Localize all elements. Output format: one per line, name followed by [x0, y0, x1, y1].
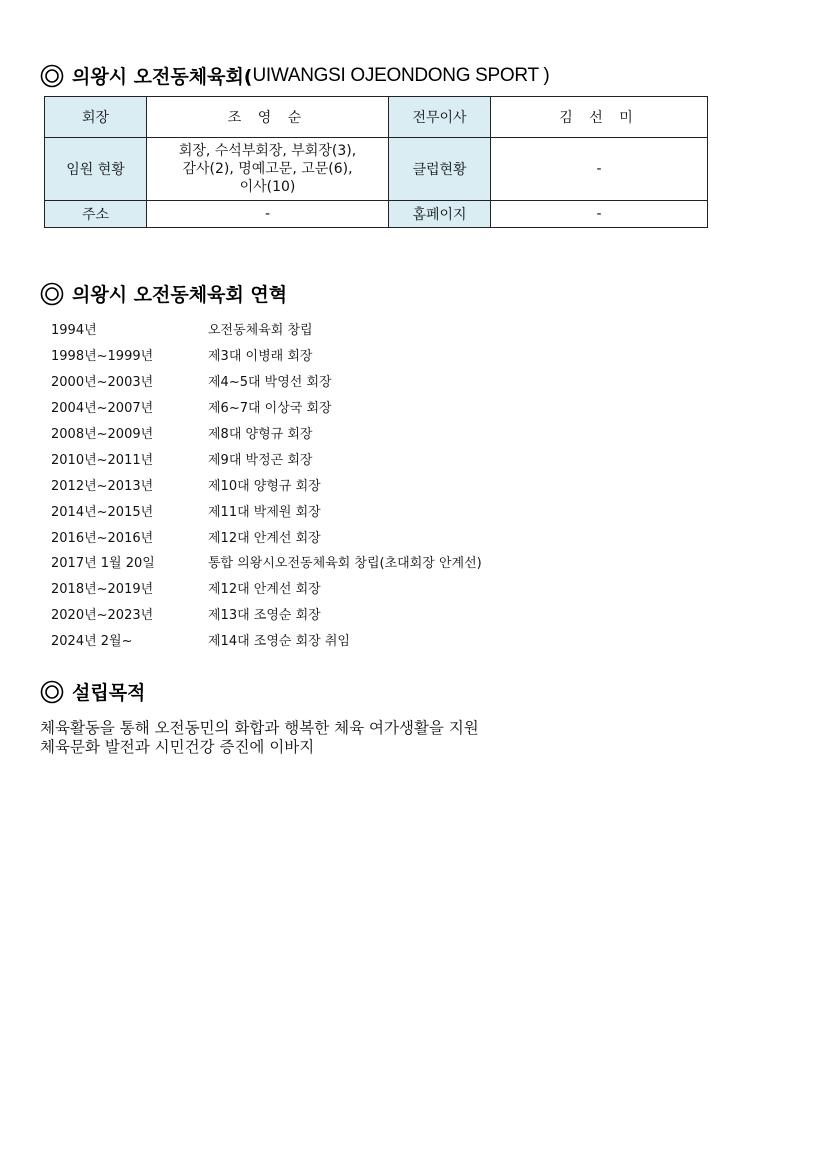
info-table [44, 96, 708, 228]
history-year: 2008년~2009년 [51, 427, 154, 442]
section-title-purpose [40, 678, 145, 705]
history-year: 2024년 2월~ [51, 634, 133, 650]
history-event: 제12대 안계선 회장 [208, 530, 321, 546]
history-year: 2010년~2011년 [51, 452, 154, 468]
history-year: 2017년 1월 20일 [51, 556, 155, 572]
officers-line: 이사(10) [239, 179, 296, 195]
list-item [51, 445, 482, 471]
list-item [51, 420, 482, 446]
history-event: 오전동체육회 창립 [208, 323, 313, 339]
double-circle-icon [40, 64, 64, 88]
history-event: 제11대 박제원 회장 [208, 504, 321, 520]
history-event: 제4~5대 박영선 회장 [208, 375, 332, 391]
value-address: - [147, 201, 389, 228]
history-year: 2000년~2003년 [51, 375, 154, 391]
double-circle-icon [40, 282, 64, 306]
value-clubs: - [491, 138, 708, 201]
officers-line: 회장, 수석부회장, 부회장(3), [178, 143, 357, 159]
list-item [51, 523, 482, 549]
section-title-history [40, 280, 287, 307]
value-officers [147, 138, 389, 201]
history-year: 2014년~2015년 [51, 504, 154, 520]
history-year: 2016년~2016년 [51, 530, 154, 546]
table-row [45, 138, 708, 201]
history-year: 1998년~1999년 [51, 349, 154, 365]
history-event: 제8대 양형규 회장 [208, 427, 313, 442]
label-address: 주소 [45, 201, 147, 228]
history-year: 2020년~2023년 [51, 608, 154, 624]
list-item [51, 575, 482, 601]
history-event: 제3대 이병래 회장 [208, 349, 313, 365]
history-event: 제14대 조영순 회장 취임 [208, 634, 350, 650]
label-officers: 임원 현황 [45, 138, 147, 201]
purpose-line: 체육활동을 통해 오전동민의 화합과 행복한 체육 여가생활을 지원 [40, 719, 479, 737]
list-item [51, 497, 482, 523]
history-year: 2004년~2007년 [51, 401, 154, 417]
history-event: 제9대 박정곤 회장 [208, 452, 313, 468]
officers-line: 감사(2), 명예고문, 고문(6), [182, 161, 353, 177]
section-title-organization [40, 62, 549, 89]
table-row [45, 201, 708, 228]
label-executive-director: 전무이사 [389, 97, 491, 138]
history-event: 제12대 안계선 회장 [208, 582, 321, 598]
list-item [51, 601, 482, 627]
history-event: 제10대 양형규 회장 [208, 478, 321, 494]
purpose-title: 설립목적 [72, 682, 146, 704]
table-row [45, 97, 708, 138]
list-item [51, 627, 482, 653]
history-year: 1994년 [51, 323, 97, 339]
label-president: 회장 [45, 97, 147, 138]
history-event: 통합 의왕시오전동체육회 창립(초대회장 안계선) [208, 556, 482, 572]
label-homepage: 홈페이지 [389, 201, 491, 228]
history-year: 2012년~2013년 [51, 478, 154, 494]
double-circle-icon [40, 680, 64, 704]
value-homepage: - [491, 201, 708, 228]
purpose-text [40, 719, 479, 757]
list-item [51, 471, 482, 497]
value-president: 조 영 순 [147, 97, 389, 138]
history-event: 제13대 조영순 회장 [208, 608, 321, 624]
history-title: 의왕시 오전동체육회 연혁 [72, 284, 288, 306]
value-executive-director: 김 선 미 [491, 97, 708, 138]
list-item [51, 342, 482, 368]
title-korean: 의왕시 오전동체육회( [72, 66, 253, 88]
list-item [51, 316, 482, 342]
history-event: 제6~7대 이상국 회장 [208, 401, 332, 417]
list-item [51, 368, 482, 394]
label-clubs: 클럽현황 [389, 138, 491, 201]
title-english: UIWANGSI OJEONDONG SPORT ) [252, 64, 550, 86]
list-item [51, 549, 482, 575]
purpose-line: 체육문화 발전과 시민건강 증진에 이바지 [40, 738, 315, 756]
history-year: 2018년~2019년 [51, 582, 154, 598]
history-list [51, 316, 482, 653]
list-item [51, 394, 482, 420]
